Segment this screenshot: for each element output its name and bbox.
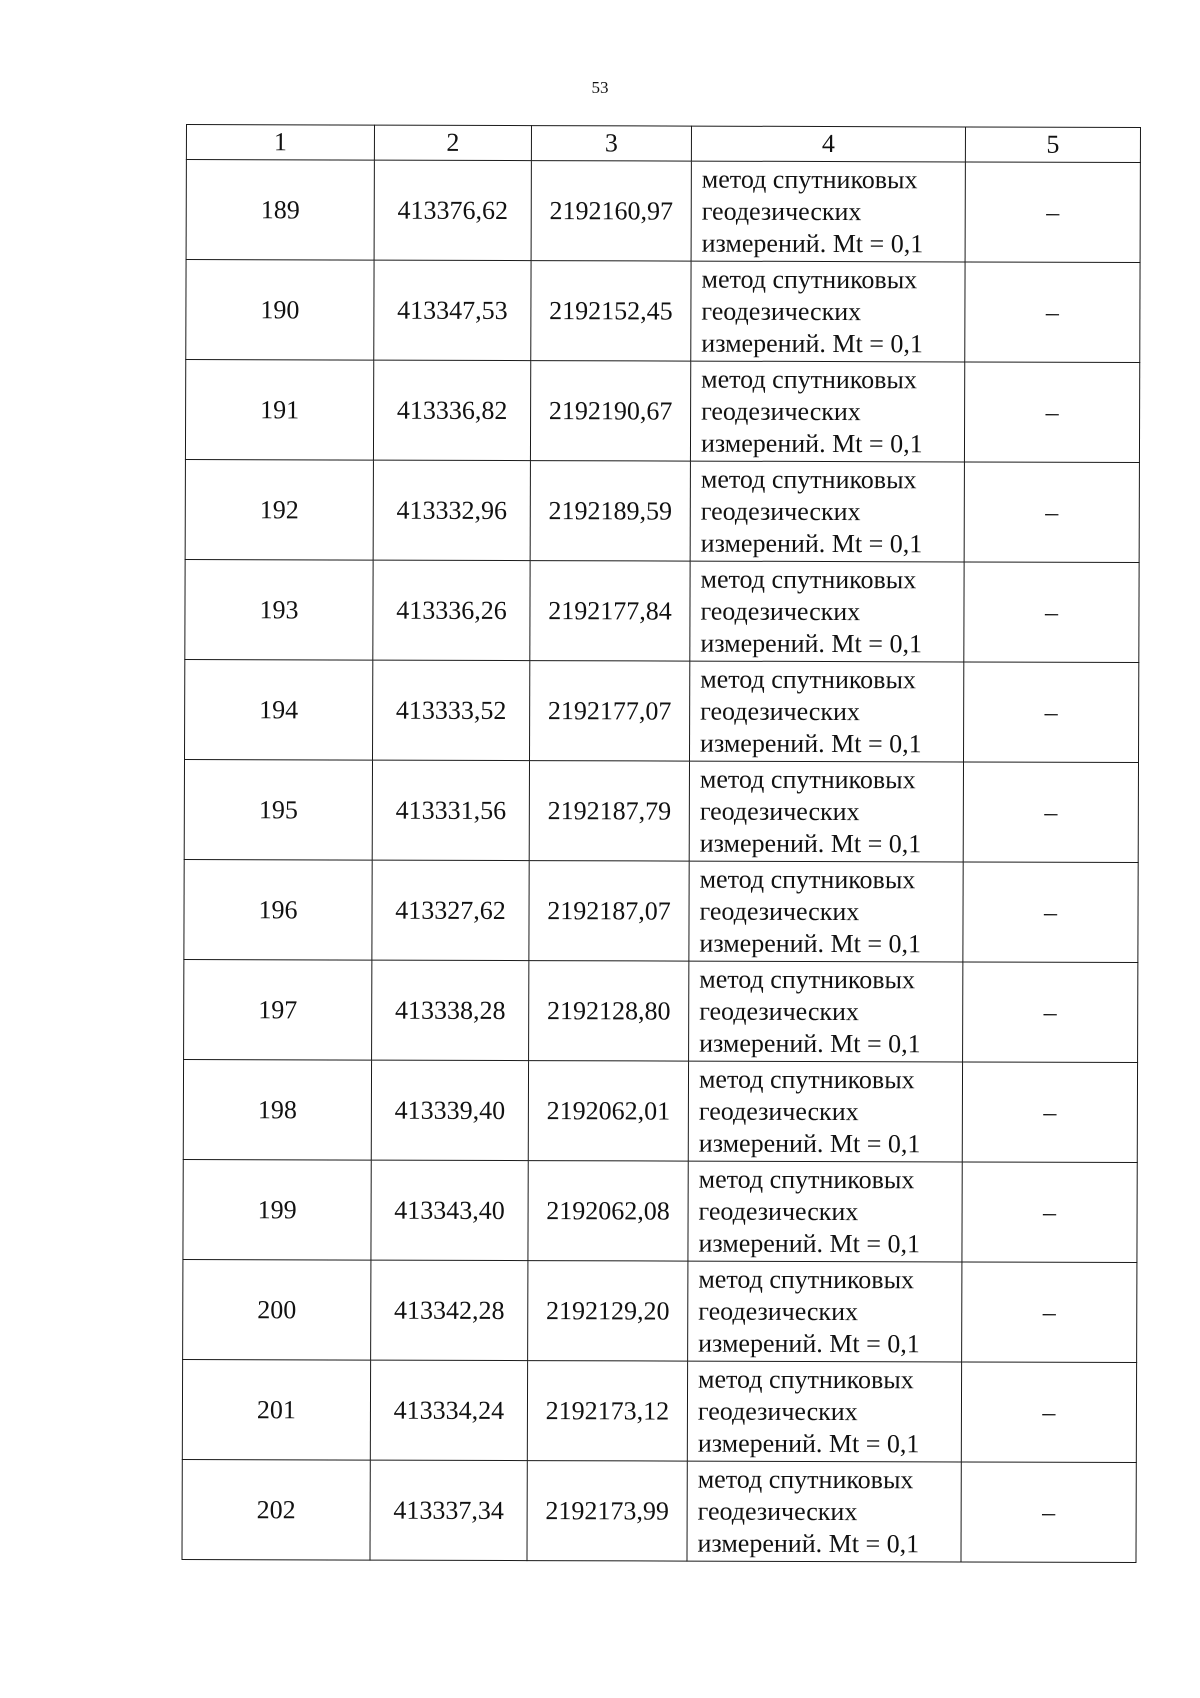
- y-coordinate-cell: 2192177,07: [530, 661, 690, 762]
- table-row: [184, 859, 1138, 962]
- method-text-line: метод спутниковых: [699, 864, 916, 894]
- method-text-line: геодезических: [700, 596, 861, 626]
- y-coordinate-cell: 2192190,67: [530, 361, 690, 462]
- x-coordinate-cell: 413376,62: [374, 160, 531, 260]
- method-text-line: геодезических: [698, 1196, 859, 1226]
- y-coordinate-cell: 2192062,08: [528, 1161, 688, 1262]
- method-cell: [688, 1261, 962, 1362]
- method-text-line: измерений. Mt = 0,1: [699, 828, 922, 858]
- method-text-line: геодезических: [701, 196, 862, 226]
- method-text-line: измерений. Mt = 0,1: [698, 1228, 921, 1258]
- method-text-line: измерений. Mt = 0,1: [698, 1128, 921, 1158]
- method-cell: [689, 861, 963, 962]
- method-text-line: измерений. Mt = 0,1: [700, 728, 922, 758]
- method-text-line: измерений. Mt = 0,1: [701, 328, 923, 358]
- y-coordinate-cell: 2192187,79: [529, 761, 689, 862]
- point-number-cell: 200: [183, 1259, 371, 1360]
- method-text-line: геодезических: [698, 1296, 859, 1326]
- table-row: [183, 1159, 1137, 1262]
- point-number-cell: 190: [186, 260, 374, 361]
- header-cell-4: 4: [691, 126, 965, 162]
- header-cell-2: 2: [374, 125, 531, 160]
- method-text-line: геодезических: [698, 1096, 859, 1126]
- method-text-line: метод спутниковых: [698, 1364, 914, 1394]
- table-row: [182, 1359, 1136, 1462]
- point-number-cell: 193: [185, 559, 373, 660]
- header-cell-5: 5: [965, 127, 1140, 163]
- method-text-line: геодезических: [701, 396, 861, 426]
- header-cell-3: 3: [531, 126, 691, 162]
- method-cell: [690, 361, 964, 462]
- note-cell: –: [961, 1462, 1136, 1563]
- point-number-cell: 199: [183, 1159, 371, 1260]
- x-coordinate-cell: 413334,24: [370, 1360, 527, 1460]
- method-text-line: измерений. Mt = 0,1: [700, 528, 923, 558]
- table-header: [186, 125, 1140, 163]
- y-coordinate-cell: 2192129,20: [528, 1261, 688, 1362]
- method-text-line: геодезических: [699, 896, 860, 926]
- x-coordinate-cell: 413333,52: [373, 660, 530, 760]
- point-number-cell: 202: [182, 1459, 370, 1560]
- header-row: [186, 125, 1140, 163]
- method-cell: [688, 1061, 962, 1162]
- y-coordinate-cell: 2192160,97: [531, 161, 691, 262]
- method-text-line: геодезических: [697, 1496, 858, 1526]
- method-text-line: измерений. Mt = 0,1: [697, 1428, 920, 1458]
- point-number-cell: 191: [185, 360, 373, 461]
- y-coordinate-cell: 2192152,45: [531, 261, 691, 362]
- method-cell: [689, 961, 963, 1062]
- method-text-line: измерений. Mt = 0,1: [700, 628, 923, 658]
- method-text-line: метод спутниковых: [701, 164, 918, 194]
- table-row: [186, 160, 1140, 263]
- x-coordinate-cell: 413339,40: [371, 1060, 528, 1160]
- point-number-cell: 192: [185, 459, 373, 560]
- method-text-line: геодезических: [700, 496, 861, 526]
- note-cell: –: [962, 1162, 1137, 1263]
- note-cell: –: [965, 162, 1140, 263]
- note-cell: –: [963, 662, 1138, 763]
- x-coordinate-cell: 413336,82: [373, 360, 530, 460]
- method-cell: [690, 561, 964, 662]
- x-coordinate-cell: 413332,96: [373, 460, 530, 560]
- y-coordinate-cell: 2192173,12: [527, 1361, 687, 1462]
- header-cell-1: 1: [186, 125, 374, 161]
- method-text-line: измерений. Mt = 0,1: [700, 428, 923, 458]
- method-text-line: метод спутниковых: [699, 964, 916, 994]
- method-cell: [689, 761, 963, 862]
- note-cell: –: [965, 262, 1140, 363]
- y-coordinate-cell: 2192189,59: [530, 461, 690, 562]
- table-body: [182, 160, 1140, 1563]
- table-row: [185, 459, 1139, 562]
- table-row: [183, 1059, 1137, 1162]
- method-text-line: геодезических: [697, 1396, 858, 1426]
- x-coordinate-cell: 413342,28: [371, 1260, 528, 1360]
- x-coordinate-cell: 413343,40: [371, 1160, 528, 1260]
- point-number-cell: 195: [184, 759, 372, 860]
- method-text-line: метод спутниковых: [698, 1264, 915, 1294]
- point-number-cell: 196: [184, 859, 372, 960]
- method-text-line: метод спутниковых: [698, 1164, 915, 1194]
- note-cell: –: [962, 1262, 1137, 1363]
- method-cell: [687, 1361, 961, 1462]
- method-text-line: геодезических: [699, 996, 859, 1026]
- table-row: [186, 260, 1140, 363]
- table-row: [185, 559, 1139, 662]
- method-text-line: метод спутниковых: [700, 664, 917, 694]
- method-cell: [687, 1461, 961, 1562]
- method-text-line: метод спутниковых: [697, 1464, 914, 1494]
- method-text-line: метод спутниковых: [700, 464, 917, 494]
- note-cell: –: [964, 462, 1139, 563]
- table-row: [184, 759, 1138, 862]
- y-coordinate-cell: 2192062,01: [528, 1061, 688, 1162]
- method-text-line: метод спутниковых: [701, 264, 918, 294]
- point-number-cell: 201: [182, 1359, 370, 1460]
- y-coordinate-cell: 2192128,80: [529, 961, 689, 1062]
- method-text-line: геодезических: [700, 696, 860, 726]
- table-row: [185, 659, 1139, 762]
- method-text-line: измерений. Mt = 0,1: [701, 228, 924, 258]
- method-text-line: измерений. Mt = 0,1: [697, 1528, 920, 1558]
- note-cell: –: [963, 762, 1138, 863]
- y-coordinate-cell: 2192173,99: [527, 1461, 687, 1562]
- note-cell: –: [964, 562, 1139, 663]
- method-text-line: метод спутниковых: [700, 564, 917, 594]
- note-cell: –: [963, 962, 1138, 1063]
- x-coordinate-cell: 413338,28: [372, 960, 529, 1060]
- x-coordinate-cell: 413337,34: [370, 1460, 527, 1560]
- x-coordinate-cell: 413327,62: [372, 860, 529, 960]
- method-text-line: геодезических: [699, 796, 860, 826]
- method-cell: [691, 161, 965, 262]
- method-text-line: измерений. Mt = 0,1: [699, 928, 922, 958]
- method-cell: [690, 661, 964, 762]
- point-number-cell: 189: [186, 160, 374, 261]
- table-row: [182, 1459, 1136, 1562]
- table-row: [185, 360, 1139, 463]
- table-row: [184, 959, 1138, 1062]
- point-number-cell: 197: [184, 959, 372, 1060]
- note-cell: –: [961, 1362, 1136, 1463]
- method-text-line: геодезических: [701, 296, 862, 326]
- y-coordinate-cell: 2192177,84: [530, 561, 690, 662]
- method-text-line: метод спутниковых: [699, 764, 916, 794]
- method-text-line: измерений. Mt = 0,1: [698, 1328, 920, 1358]
- note-cell: –: [963, 862, 1138, 963]
- coordinates-table: [181, 124, 1141, 1563]
- method-text-line: метод спутниковых: [698, 1064, 915, 1094]
- method-text-line: измерений. Mt = 0,1: [699, 1028, 921, 1058]
- table-row: [183, 1259, 1137, 1362]
- note-cell: –: [964, 362, 1139, 463]
- method-cell: [690, 461, 964, 562]
- note-cell: –: [962, 1062, 1137, 1163]
- x-coordinate-cell: 413347,53: [374, 260, 531, 360]
- point-number-cell: 194: [185, 659, 373, 760]
- y-coordinate-cell: 2192187,07: [529, 861, 689, 962]
- method-cell: [691, 261, 965, 362]
- x-coordinate-cell: 413336,26: [373, 560, 530, 660]
- x-coordinate-cell: 413331,56: [372, 760, 529, 860]
- method-text-line: метод спутниковых: [701, 364, 917, 394]
- point-number-cell: 198: [183, 1059, 371, 1160]
- page-number: 53: [591, 78, 609, 97]
- method-cell: [688, 1161, 962, 1262]
